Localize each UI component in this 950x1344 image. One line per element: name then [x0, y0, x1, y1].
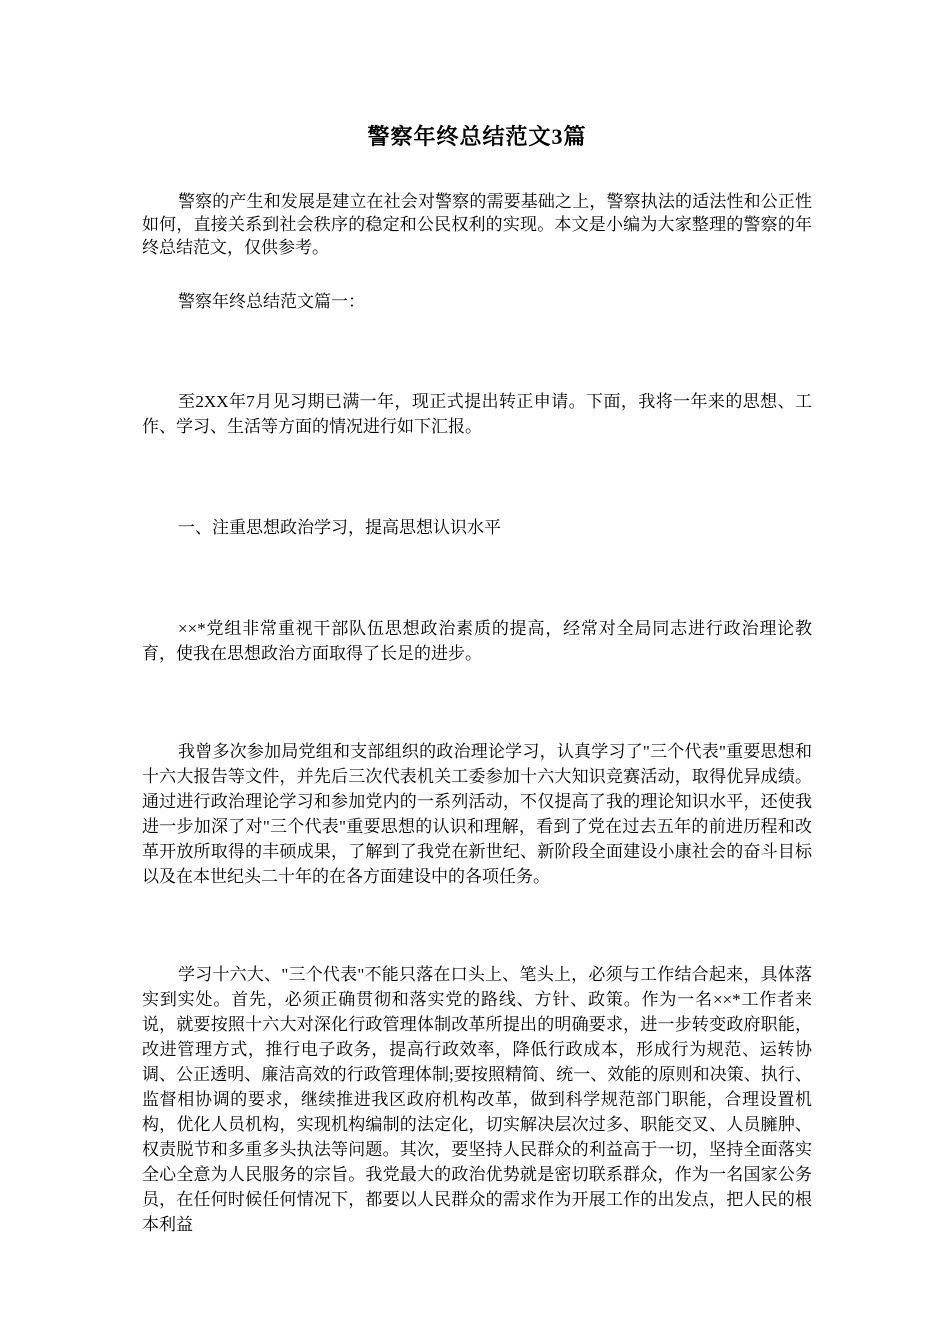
- section-one-heading: 一、注重思想政治学习，提高思想认识水平: [178, 518, 501, 537]
- document-title: 警察年终总结范文3篇: [367, 124, 587, 149]
- application-paragraph: 至2XX年7月见习期已满一年，现正式提出转正申请。下面，我将一年来的思想、工作、学习、生活等方面的情况进行如下汇报。: [142, 392, 812, 436]
- theory-study-paragraph: 我曾多次参加局党组和支部组织的政治理论学习，认真学习了"三个代表"重要思想和十六大报告等文件，并先后三次代表机关工委参加十六大知识竞赛活动，取得优异成绩。通过进行政治理论学习和参加党内的一系列活动，不仅提高了我的理论知识水平，还使我进一步加深了对"三个代表"重要思想的认识和理解，看到了党在过去五年的前进历程和改革开放所取得的丰硕成果，了解到了我党在新世纪、新阶段全面建设小康社会的奋斗目标以及在本世纪头二十年的在各方面建设中的各项任务。: [142, 742, 812, 886]
- part-one-label: 警察年终总结范文篇一：: [178, 292, 365, 311]
- party-group-paragraph: ××*党组非常重视干部队伍思想政治素质的提高，经常对全局同志进行政治理论教育，使我在思想政治方面取得了长足的进步。: [142, 619, 812, 663]
- document-content: [0, 122, 950, 1237]
- implementation-paragraph: 学习十六大、"三个代表"不能只落在口头上、笔头上，必须与工作结合起来，具体落实到实处。首先，必须正确贯彻和落实党的路线、方针、政策。作为一名××*工作者来说，就要按照十六大对深化行政管理体制改革所提出的明确要求，进一步转变政府职能，改进管理方式，推行电子政务，提高行政效率，降低行政成本，形成行为规范、运转协调、公正透明、廉洁高效的行政管理体制;要按照精简、统一、效能的原则和决策、执行、监督相协调的要求，继续推进我区政府机构改革，做到科学规范部门职能，合理设置机构，优化人员机构，实现机构编制的法定化，切实解决层次过多、职能交叉、人员臃肿、权责脱节和多重多头执法等问题。其次，要坚持人民群众的利益高于一切，坚持全面落实全心全意为人民服务的宗旨。我党最大的政治优势就是密切联系群众，作为一名国家公务员，在任何时候任何情况下，都要以人民群众的需求作为开展工作的出发点，把人民的根本利益: [142, 965, 812, 1234]
- intro-paragraph: 警察的产生和发展是建立在社会对警察的需要基础之上，警察执法的适法性和公正性如何，直接关系到社会秩序的稳定和公民权利的实现。本文是小编为大家整理的警察的年终总结范文，仅供参考。: [142, 192, 812, 257]
